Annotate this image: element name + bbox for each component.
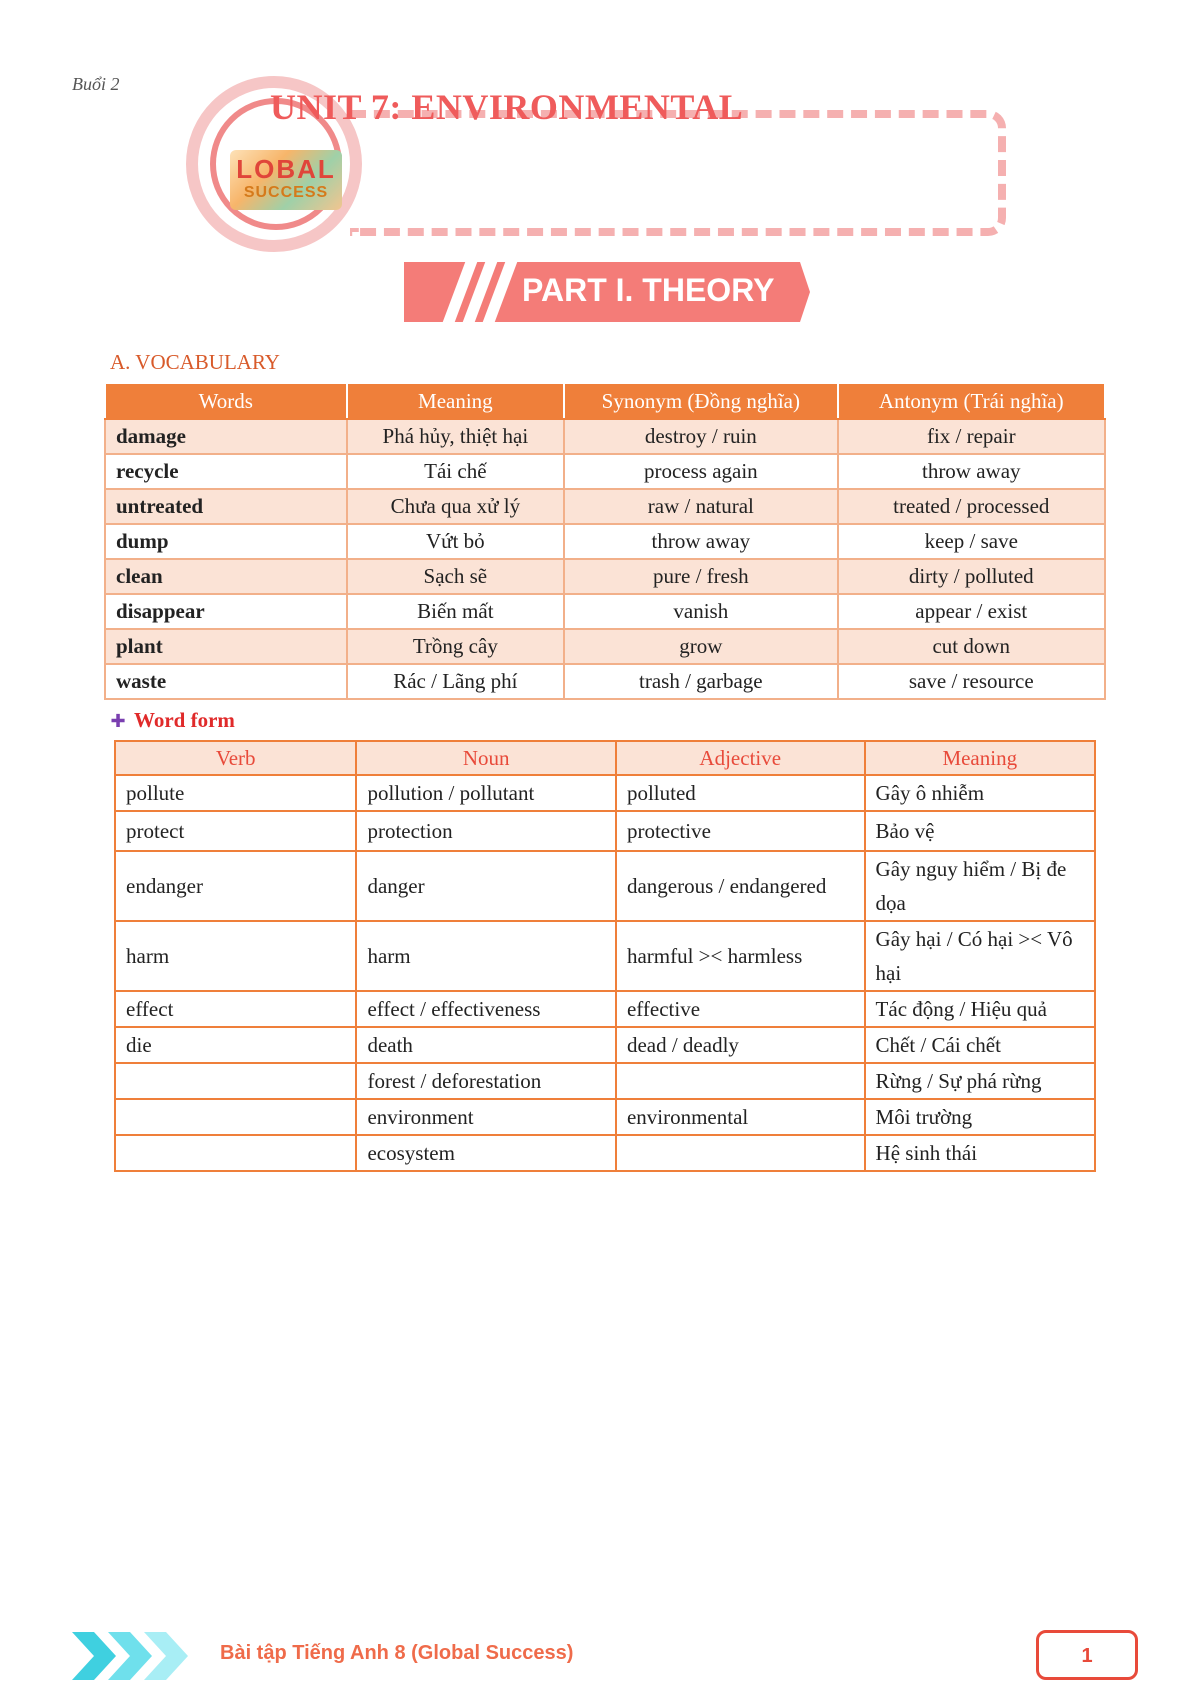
table-row	[105, 594, 1105, 629]
meaning-cell: Rừng / Sự phá rừng	[865, 1063, 1095, 1099]
meaning-cell: Biến mất	[347, 594, 565, 629]
adjective-cell: environmental	[616, 1099, 865, 1135]
synonym-cell: trash / garbage	[564, 664, 837, 699]
meaning-cell: Gây hại / Có hại >< Vô hại	[865, 921, 1095, 991]
word-cell: damage	[105, 419, 347, 454]
meaning-cell: Gây nguy hiểm / Bị đe dọa	[865, 851, 1095, 921]
footer-chevrons-icon	[72, 1628, 192, 1689]
noun-cell: death	[356, 1027, 616, 1063]
table-row	[115, 775, 1095, 811]
meaning-cell: Trồng cây	[347, 629, 565, 664]
antonym-cell: fix / repair	[838, 419, 1105, 454]
word-cell: disappear	[105, 594, 347, 629]
word-form-heading	[108, 708, 235, 733]
noun-cell: ecosystem	[356, 1135, 616, 1171]
table-row	[115, 1135, 1095, 1171]
synonym-cell: throw away	[564, 524, 837, 559]
table-row	[115, 811, 1095, 851]
meaning-cell: Môi trường	[865, 1099, 1095, 1135]
table-header-row	[105, 383, 1105, 419]
logo-subtext: SUCCESS	[243, 184, 329, 201]
meaning-cell: Vứt bỏ	[347, 524, 565, 559]
antonym-cell: appear / exist	[838, 594, 1105, 629]
verb-cell: protect	[115, 811, 356, 851]
meaning-cell: Rác / Lãng phí	[347, 664, 565, 699]
synonym-cell: destroy / ruin	[564, 419, 837, 454]
meaning-cell: Phá hủy, thiệt hại	[347, 419, 565, 454]
title-frame	[350, 110, 1006, 236]
word-cell: waste	[105, 664, 347, 699]
column-header: Meaning	[347, 383, 565, 419]
verb-cell	[115, 1099, 356, 1135]
table-row	[115, 921, 1095, 991]
adjective-cell: effective	[616, 991, 865, 1027]
word-form-title: Word form	[134, 708, 235, 732]
global-success-logo	[230, 150, 342, 210]
footer-book-title: Bài tập Tiếng Anh 8 (Global Success)	[220, 1642, 574, 1664]
synonym-cell: grow	[564, 629, 837, 664]
verb-cell: die	[115, 1027, 356, 1063]
verb-cell	[115, 1063, 356, 1099]
column-header: Synonym (Đồng nghĩa)	[564, 383, 837, 419]
antonym-cell: throw away	[838, 454, 1105, 489]
noun-cell: effect / effectiveness	[356, 991, 616, 1027]
antonym-cell: keep / save	[838, 524, 1105, 559]
table-row	[105, 559, 1105, 594]
meaning-cell: Gây ô nhiễm	[865, 775, 1095, 811]
verb-cell: endanger	[115, 851, 356, 921]
table-row	[105, 664, 1105, 699]
bullet-plus-icon: ✚	[110, 711, 126, 732]
noun-cell: protection	[356, 811, 616, 851]
noun-cell: pollution / pollutant	[356, 775, 616, 811]
noun-cell: harm	[356, 921, 616, 991]
meaning-cell: Bảo vệ	[865, 811, 1095, 851]
meaning-cell: Chết / Cái chết	[865, 1027, 1095, 1063]
table-row	[105, 419, 1105, 454]
column-header: Antonym (Trái nghĩa)	[838, 383, 1105, 419]
word-cell: plant	[105, 629, 347, 664]
adjective-cell	[616, 1135, 865, 1171]
verb-cell: effect	[115, 991, 356, 1027]
noun-cell: forest / deforestation	[356, 1063, 616, 1099]
antonym-cell: save / resource	[838, 664, 1105, 699]
table-row	[115, 991, 1095, 1027]
synonym-cell: process again	[564, 454, 837, 489]
noun-cell: environment	[356, 1099, 616, 1135]
column-header: Meaning	[865, 741, 1095, 775]
part-title: PART I. THEORY	[522, 272, 775, 308]
adjective-cell	[616, 1063, 865, 1099]
table-row	[105, 489, 1105, 524]
table-row	[115, 1063, 1095, 1099]
word-cell: untreated	[105, 489, 347, 524]
table-row	[105, 524, 1105, 559]
adjective-cell: protective	[616, 811, 865, 851]
table-header-row	[115, 741, 1095, 775]
table-row	[115, 1099, 1095, 1135]
section-heading-vocabulary: A. VOCABULARY	[110, 350, 280, 374]
word-cell: clean	[105, 559, 347, 594]
table-row	[115, 851, 1095, 921]
part-ribbon	[404, 260, 810, 324]
antonym-cell: dirty / polluted	[838, 559, 1105, 594]
column-header: Verb	[115, 741, 356, 775]
antonym-cell: treated / processed	[838, 489, 1105, 524]
page-number-box	[1036, 1630, 1138, 1680]
table-row	[105, 454, 1105, 489]
synonym-cell: vanish	[564, 594, 837, 629]
meaning-cell: Tái chế	[347, 454, 565, 489]
vocabulary-table	[104, 382, 1106, 700]
adjective-cell: dangerous / endangered	[616, 851, 865, 921]
logo-text: LOBAL	[236, 154, 336, 184]
word-cell: dump	[105, 524, 347, 559]
adjective-cell: polluted	[616, 775, 865, 811]
table-row	[105, 629, 1105, 664]
meaning-cell: Tác động / Hiệu quả	[865, 991, 1095, 1027]
verb-cell: pollute	[115, 775, 356, 811]
verb-cell	[115, 1135, 356, 1171]
column-header: Words	[105, 383, 347, 419]
table-row	[115, 1027, 1095, 1063]
synonym-cell: raw / natural	[564, 489, 837, 524]
meaning-cell: Sạch sẽ	[347, 559, 565, 594]
unit-title: UNIT 7: ENVIRONMENTAL	[270, 87, 744, 127]
session-label: Buổi 2	[72, 74, 120, 94]
antonym-cell: cut down	[838, 629, 1105, 664]
verb-cell: harm	[115, 921, 356, 991]
word-form-table	[114, 740, 1096, 1172]
column-header: Noun	[356, 741, 616, 775]
synonym-cell: pure / fresh	[564, 559, 837, 594]
noun-cell: danger	[356, 851, 616, 921]
page-number: 1	[1081, 1645, 1093, 1667]
word-cell: recycle	[105, 454, 347, 489]
meaning-cell: Hệ sinh thái	[865, 1135, 1095, 1171]
meaning-cell: Chưa qua xử lý	[347, 489, 565, 524]
column-header: Adjective	[616, 741, 865, 775]
adjective-cell: dead / deadly	[616, 1027, 865, 1063]
adjective-cell: harmful >< harmless	[616, 921, 865, 991]
